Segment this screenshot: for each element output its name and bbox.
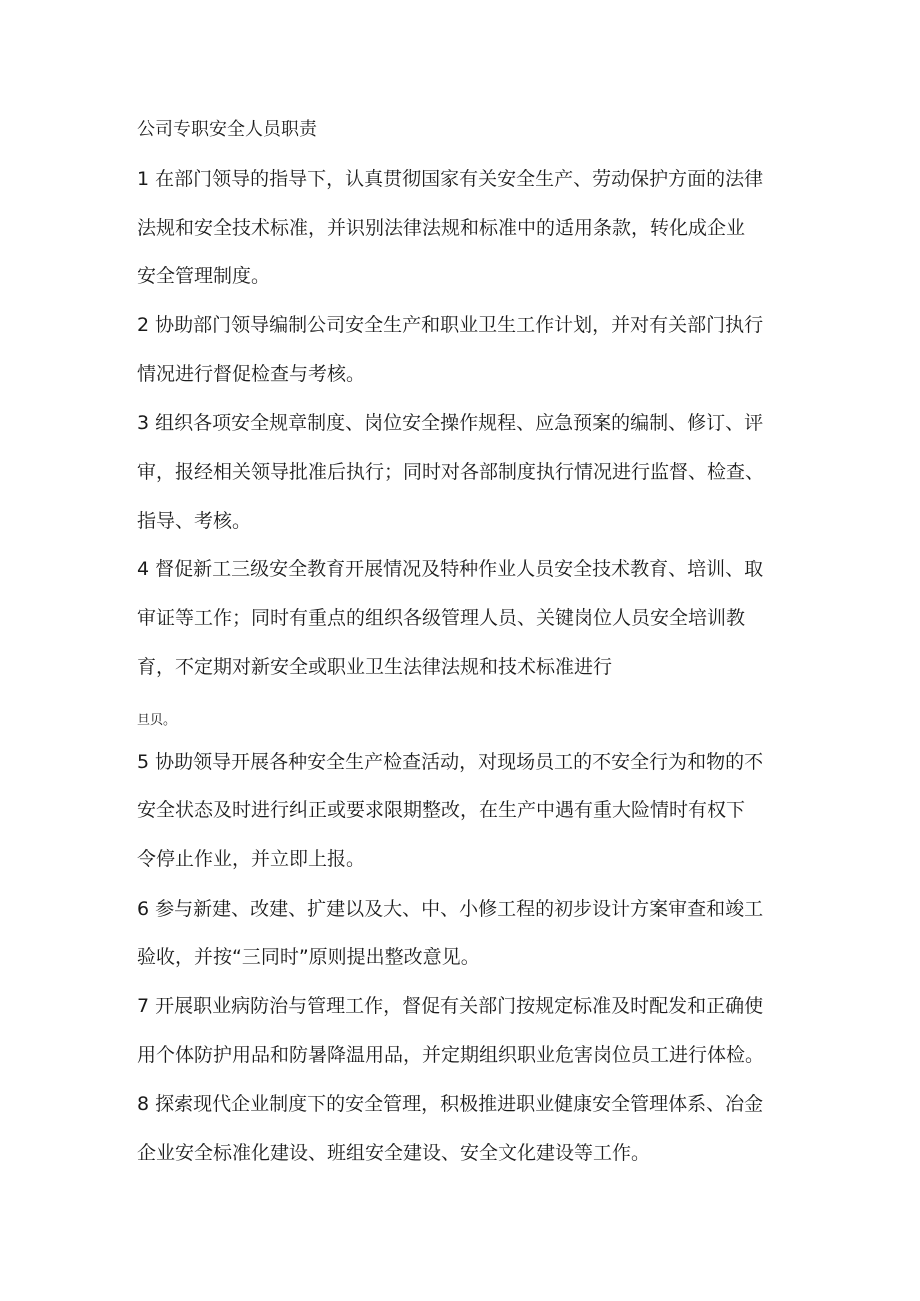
- text-line: 5 协助领导开展各种安全生产检查活动，对现场员工的不安全行为和物的不: [137, 751, 764, 773]
- text-line: 令停止作业，并立即上报。: [137, 848, 366, 870]
- text-line: 验收，并按“三同时”原则提出整改意见。: [137, 946, 480, 968]
- text-line: 4 督促新工三级安全教育开展情况及特种作业人员安全技术教育、培训、取: [137, 558, 764, 580]
- text-line: 育，不定期对新安全或职业卫生法律法规和技术标准进行: [137, 656, 613, 678]
- text-line: 7 开展职业病防治与管理工作，督促有关部门按规定标准及时配发和正确使: [137, 995, 764, 1017]
- text-line-fragment: 旦贝。: [137, 713, 177, 728]
- text-line: 审证等工作；同时有重点的组织各级管理人员、关键岗位人员安全培训教: [137, 607, 746, 629]
- text-line: 安全管理制度。: [137, 265, 271, 287]
- text-line: 法规和安全技术标准，并识别法律法规和标准中的适用条款，转化成企业: [137, 217, 746, 239]
- text-line: 6 参与新建、改建、扩建以及大、中、小修工程的初步设计方案审查和竣工: [137, 898, 764, 920]
- text-line: 用个体防护用品和防暑降温用品，并定期组织职业危害岗位员工进行体检。: [137, 1044, 765, 1066]
- text-line: 审，报经相关领导批准后执行；同时对各部制度执行情况进行监督、检查、: [137, 461, 765, 483]
- document-title: 公司专职安全人员职责: [137, 119, 317, 140]
- text-line: 2 协助部门领导编制公司安全生产和职业卫生工作计划，并对有关部门执行: [137, 314, 764, 336]
- text-line: 情况进行督促检查与考核。: [137, 363, 366, 385]
- text-line: 指导、考核。: [137, 510, 252, 532]
- text-line: 1 在部门领导的指导下，认真贯彻国家有关安全生产、劳动保护方面的法律: [137, 168, 764, 190]
- text-line: 企业安全标准化建设、班组安全建设、安全文化建设等工作。: [137, 1142, 651, 1164]
- text-line: 8 探索现代企业制度下的安全管理，积极推进职业健康安全管理体系、冶金: [137, 1093, 764, 1115]
- text-line: 安全状态及时进行纠正或要求限期整改，在生产中遇有重大险情时有权下: [137, 799, 746, 821]
- text-line: 3 组织各项安全规章制度、岗位安全操作规程、应急预案的编制、修订、评: [137, 412, 764, 434]
